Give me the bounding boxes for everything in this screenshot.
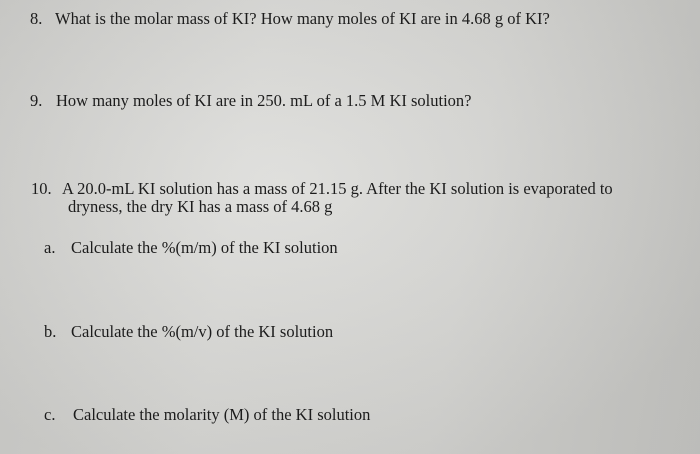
question-8-number: 8. — [30, 9, 43, 28]
part-c-label: c. — [44, 405, 56, 424]
question-10-continuation — [68, 197, 332, 217]
part-c-text: Calculate the molarity (M) of the KI solution — [73, 405, 371, 424]
question-9-number: 9. — [30, 91, 43, 110]
question-8-text: What is the molar mass of KI? How many moles of KI are in 4.68 g of KI? — [55, 9, 550, 28]
part-a-text: Calculate the %(m/m) of the KI solution — [71, 238, 338, 257]
question-10-text-line-2: dryness, the dry KI has a mass of 4.68 g — [68, 197, 333, 216]
part-a-label: a. — [44, 238, 56, 257]
question-10-text-line-1: A 20.0-mL KI solution has a mass of 21.15 g. After the KI solution is evaporated to — [62, 179, 613, 198]
question-9-text: How many moles of KI are in 250. mL of a 1.5 M KI solution? — [56, 91, 472, 110]
part-b-text: Calculate the %(m/v) of the KI solution — [71, 322, 334, 341]
question-10-number: 10. — [31, 179, 52, 198]
part-b-label: b. — [44, 322, 57, 341]
